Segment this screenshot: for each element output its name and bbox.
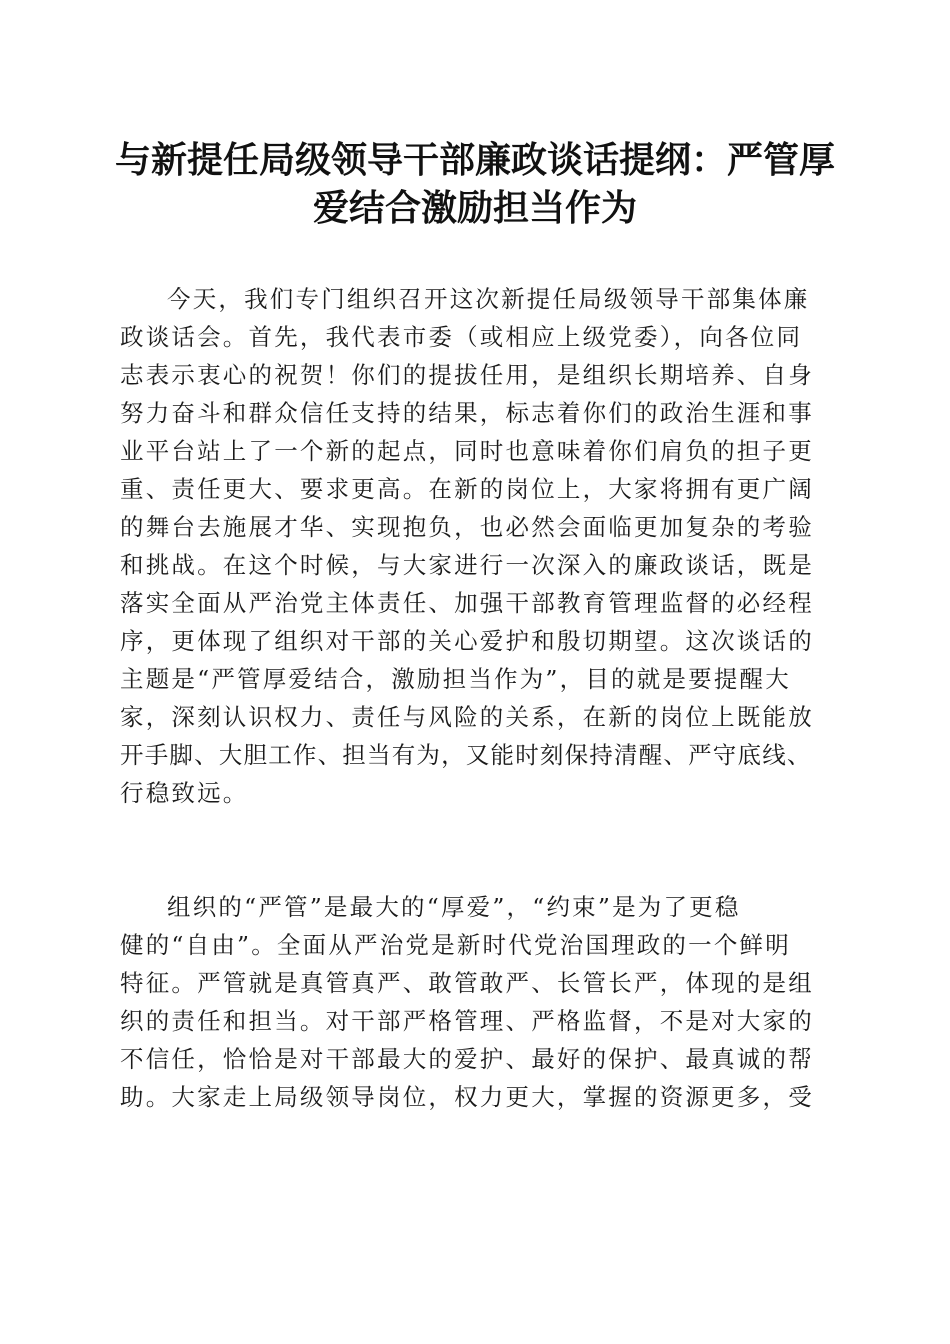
- paragraph-line: 和挑战。在这个时候，与大家进行一次深入的廉政谈话，既是: [120, 551, 814, 579]
- paragraph-line: 主题是“严管厚爱结合，激励担当作为”，目的就是要提醒大: [120, 665, 791, 693]
- paragraph-2: [120, 888, 814, 1116]
- paragraph-line: 开手脚、大胆工作、担当有为，又能时刻保持清醒、严守底线、: [120, 741, 812, 769]
- paragraph-line: 努力奋斗和群众信任支持的结果，标志着你们的政治生涯和事: [120, 399, 814, 427]
- paragraph-1: [120, 280, 814, 812]
- paragraph-line: 今天，我们专门组织召开这次新提任局级领导干部集体廉: [167, 285, 810, 313]
- paragraph-line: 家，深刻认识权力、责任与风险的关系，在新的岗位上既能放: [120, 703, 814, 731]
- paragraph-line: 织的责任和担当。对干部严格管理、严格监督，不是对大家的: [120, 1007, 814, 1035]
- paragraph-line: 业平台站上了一个新的起点，同时也意味着你们肩负的担子更: [120, 437, 814, 465]
- paragraph-line: 行稳致远。: [120, 779, 249, 807]
- paragraph-line: 健的“自由”。全面从严治党是新时代党治国理政的一个鲜明: [120, 931, 791, 959]
- paragraph-line: 序，更体现了组织对干部的关心爱护和殷切期望。这次谈话的: [120, 627, 814, 655]
- paragraph-line: 助。大家走上局级领导岗位，权力更大，掌握的资源更多，受: [120, 1083, 814, 1111]
- paragraph-line: 的舞台去施展才华、实现抱负，也必然会面临更加复杂的考验: [120, 513, 814, 541]
- paragraph-line: 落实全面从严治党主体责任、加强干部教育管理监督的必经程: [120, 589, 814, 617]
- document-title: [100, 136, 850, 232]
- paragraph-line: 组织的“严管”是最大的“厚爱”，“约束”是为了更稳: [167, 893, 741, 921]
- paragraph-line: 志表示衷心的祝贺！你们的提拔任用，是组织长期培养、自身: [120, 361, 814, 389]
- title-line-2: 爱结合激励担当作为: [312, 187, 637, 229]
- paragraph-line: 特征。严管就是真管真严、敢管敢严、长管长严，体现的是组: [120, 969, 814, 997]
- paragraph-line: 不信任，恰恰是对干部最大的爱护、最好的保护、最真诚的帮: [120, 1045, 814, 1073]
- paragraph-line: 重、责任更大、要求更高。在新的岗位上，大家将拥有更广阔: [120, 475, 814, 503]
- title-line-1: 与新提任局级领导干部廉政谈话提纲：严管厚: [114, 139, 835, 181]
- paragraph-line: 政谈话会。首先，我代表市委（或相应上级党委），向各位同: [120, 323, 803, 351]
